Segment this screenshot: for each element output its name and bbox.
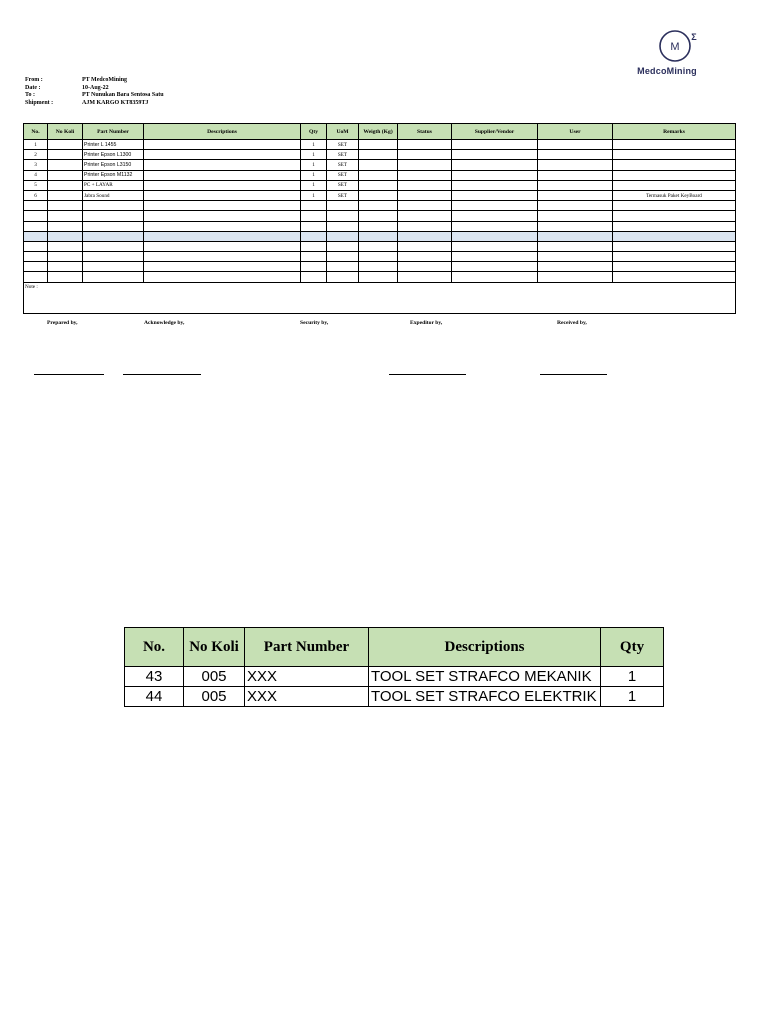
cell-supplier[interactable] bbox=[452, 140, 538, 150]
empty-row[interactable] bbox=[24, 201, 736, 211]
column-header: No Koli bbox=[184, 628, 245, 667]
empty-cell[interactable] bbox=[83, 272, 144, 282]
cell-supplier[interactable] bbox=[452, 190, 538, 200]
cell-status[interactable] bbox=[398, 140, 452, 150]
empty-cell[interactable] bbox=[48, 211, 83, 221]
company-logo bbox=[620, 28, 710, 80]
note-cell[interactable]: Note : bbox=[24, 282, 736, 313]
cell-qty[interactable]: 1 bbox=[301, 140, 327, 150]
cell-qty[interactable]: 1 bbox=[601, 687, 664, 707]
cell-user[interactable] bbox=[538, 180, 613, 190]
cell-weight[interactable] bbox=[359, 170, 398, 180]
cell-part-number[interactable]: Printer Epson L1300 bbox=[83, 150, 144, 160]
empty-cell[interactable] bbox=[359, 221, 398, 231]
column-header: Qty bbox=[301, 124, 327, 140]
cell-remarks[interactable] bbox=[613, 160, 736, 170]
table-row[interactable] bbox=[24, 180, 736, 190]
cell-no[interactable]: 44 bbox=[125, 687, 184, 707]
cell-status[interactable] bbox=[398, 150, 452, 160]
empty-cell[interactable] bbox=[301, 252, 327, 262]
empty-cell[interactable] bbox=[48, 272, 83, 282]
cell-koli[interactable] bbox=[48, 160, 83, 170]
column-header: Qty bbox=[601, 628, 664, 667]
empty-cell[interactable] bbox=[613, 211, 736, 221]
empty-cell[interactable] bbox=[83, 231, 144, 241]
empty-cell[interactable] bbox=[144, 211, 301, 221]
cell-remarks[interactable] bbox=[613, 150, 736, 160]
empty-cell[interactable] bbox=[613, 221, 736, 231]
header-value: AJM KARGO KT8359TJ bbox=[82, 99, 149, 106]
cell-no[interactable]: 3 bbox=[24, 160, 48, 170]
cell-remarks[interactable] bbox=[613, 140, 736, 150]
empty-row[interactable] bbox=[24, 211, 736, 221]
signature-acknowledge: Acknowledge by, bbox=[144, 320, 185, 326]
table-row[interactable] bbox=[125, 667, 664, 687]
logo-wordmark: MedcoMining bbox=[637, 66, 697, 76]
cell-uom[interactable]: SET bbox=[327, 180, 359, 190]
empty-cell[interactable] bbox=[398, 272, 452, 282]
empty-cell[interactable] bbox=[301, 221, 327, 231]
note-row[interactable] bbox=[24, 282, 736, 313]
empty-cell[interactable] bbox=[398, 231, 452, 241]
empty-cell[interactable] bbox=[301, 211, 327, 221]
cell-weight[interactable] bbox=[359, 190, 398, 200]
column-header: User bbox=[538, 124, 613, 140]
table-row[interactable] bbox=[24, 140, 736, 150]
cell-no[interactable]: 4 bbox=[24, 170, 48, 180]
signature-security: Security by, bbox=[300, 320, 329, 326]
cell-no[interactable]: 6 bbox=[24, 190, 48, 200]
empty-cell[interactable] bbox=[398, 262, 452, 272]
cell-user[interactable] bbox=[538, 190, 613, 200]
empty-cell[interactable] bbox=[452, 211, 538, 221]
empty-cell[interactable] bbox=[83, 221, 144, 231]
cell-part-number[interactable]: Printer Epson L3150 bbox=[83, 160, 144, 170]
empty-cell[interactable] bbox=[538, 272, 613, 282]
empty-row[interactable] bbox=[24, 262, 736, 272]
empty-cell[interactable] bbox=[359, 262, 398, 272]
empty-cell[interactable] bbox=[613, 231, 736, 241]
empty-cell[interactable] bbox=[144, 231, 301, 241]
logo-letter-m: M bbox=[670, 41, 680, 53]
empty-row[interactable] bbox=[24, 221, 736, 231]
cell-qty[interactable]: 1 bbox=[301, 190, 327, 200]
empty-cell[interactable] bbox=[24, 272, 48, 282]
cell-qty[interactable]: 1 bbox=[601, 667, 664, 687]
empty-cell[interactable] bbox=[301, 241, 327, 251]
signature-line bbox=[123, 374, 201, 375]
shipment-header bbox=[25, 77, 164, 107]
cell-qty[interactable]: 1 bbox=[301, 160, 327, 170]
empty-cell[interactable] bbox=[398, 201, 452, 211]
cell-user[interactable] bbox=[538, 170, 613, 180]
cell-status[interactable] bbox=[398, 190, 452, 200]
cell-koli[interactable] bbox=[48, 140, 83, 150]
column-header: No Koli bbox=[48, 124, 83, 140]
empty-cell[interactable] bbox=[48, 201, 83, 211]
empty-cell[interactable] bbox=[452, 201, 538, 211]
empty-cell[interactable] bbox=[327, 211, 359, 221]
cell-part-number[interactable]: PC + LAYAR bbox=[83, 180, 144, 190]
selected-row[interactable] bbox=[24, 231, 736, 241]
empty-cell[interactable] bbox=[327, 252, 359, 262]
empty-cell[interactable] bbox=[48, 241, 83, 251]
empty-cell[interactable] bbox=[452, 221, 538, 231]
empty-cell[interactable] bbox=[359, 241, 398, 251]
empty-cell[interactable] bbox=[24, 201, 48, 211]
header-label: Shipment : bbox=[25, 99, 54, 106]
zoom-header-row bbox=[125, 628, 664, 667]
column-header: Supplier/Vendor bbox=[452, 124, 538, 140]
cell-no[interactable]: 5 bbox=[24, 180, 48, 190]
cell-weight[interactable] bbox=[359, 160, 398, 170]
empty-cell[interactable] bbox=[538, 221, 613, 231]
empty-cell[interactable] bbox=[538, 252, 613, 262]
empty-cell[interactable] bbox=[452, 262, 538, 272]
empty-cell[interactable] bbox=[83, 241, 144, 251]
cell-part-number[interactable]: XXX bbox=[245, 667, 369, 687]
cell-remarks[interactable] bbox=[613, 180, 736, 190]
empty-cell[interactable] bbox=[359, 231, 398, 241]
column-header: Status bbox=[398, 124, 452, 140]
cell-description[interactable]: TOOL SET STRAFCO MEKANIK bbox=[369, 667, 601, 687]
empty-cell[interactable] bbox=[538, 231, 613, 241]
cell-description[interactable] bbox=[144, 150, 301, 160]
cell-koli[interactable]: 005 bbox=[184, 667, 245, 687]
empty-cell[interactable] bbox=[327, 272, 359, 282]
empty-cell[interactable] bbox=[538, 262, 613, 272]
empty-cell[interactable] bbox=[144, 221, 301, 231]
cell-user[interactable] bbox=[538, 150, 613, 160]
cell-koli[interactable] bbox=[48, 190, 83, 200]
signature-expeditor: Expeditor by, bbox=[410, 320, 443, 326]
empty-cell[interactable] bbox=[538, 201, 613, 211]
empty-row[interactable] bbox=[24, 272, 736, 282]
table-row[interactable] bbox=[24, 150, 736, 160]
empty-cell[interactable] bbox=[83, 252, 144, 262]
cell-weight[interactable] bbox=[359, 180, 398, 190]
cell-description[interactable] bbox=[144, 140, 301, 150]
empty-cell[interactable] bbox=[327, 221, 359, 231]
cell-part-number[interactable]: Printer Epson M1132 bbox=[83, 170, 144, 180]
column-header: No. bbox=[125, 628, 184, 667]
column-header: UoM bbox=[327, 124, 359, 140]
cell-user[interactable] bbox=[538, 140, 613, 150]
header-to bbox=[25, 92, 164, 100]
empty-cell[interactable] bbox=[48, 262, 83, 272]
header-shipment bbox=[25, 100, 164, 108]
empty-cell[interactable] bbox=[144, 262, 301, 272]
medcomining-logo-icon bbox=[656, 28, 700, 66]
column-header: Remarks bbox=[613, 124, 736, 140]
cell-description[interactable] bbox=[144, 170, 301, 180]
cell-qty[interactable]: 1 bbox=[301, 170, 327, 180]
cell-qty[interactable]: 1 bbox=[301, 180, 327, 190]
empty-cell[interactable] bbox=[452, 252, 538, 262]
cell-no[interactable]: 1 bbox=[24, 140, 48, 150]
table-row[interactable] bbox=[24, 170, 736, 180]
cell-uom[interactable]: SET bbox=[327, 150, 359, 160]
cell-supplier[interactable] bbox=[452, 160, 538, 170]
cell-weight[interactable] bbox=[359, 140, 398, 150]
table-header-row bbox=[24, 124, 736, 140]
column-header: Descriptions bbox=[144, 124, 301, 140]
empty-cell[interactable] bbox=[48, 231, 83, 241]
header-date bbox=[25, 85, 164, 93]
signature-line bbox=[34, 374, 104, 375]
cell-uom[interactable]: SET bbox=[327, 140, 359, 150]
empty-cell[interactable] bbox=[48, 221, 83, 231]
empty-cell[interactable] bbox=[48, 252, 83, 262]
empty-cell[interactable] bbox=[144, 241, 301, 251]
empty-cell[interactable] bbox=[613, 262, 736, 272]
cell-supplier[interactable] bbox=[452, 170, 538, 180]
cell-description[interactable]: TOOL SET STRAFCO ELEKTRIK bbox=[369, 687, 601, 707]
logo-letter-sigma: Σ bbox=[691, 32, 697, 42]
signature-received: Received by, bbox=[557, 320, 587, 326]
table-row[interactable] bbox=[125, 687, 664, 707]
cell-koli[interactable] bbox=[48, 170, 83, 180]
empty-row[interactable] bbox=[24, 241, 736, 251]
signature-line bbox=[389, 374, 466, 375]
empty-cell[interactable] bbox=[327, 231, 359, 241]
cell-no[interactable]: 43 bbox=[125, 667, 184, 687]
header-from bbox=[25, 77, 164, 85]
header-label: From : bbox=[25, 77, 43, 83]
empty-cell[interactable] bbox=[613, 241, 736, 251]
header-value: 10-Aug-22 bbox=[82, 84, 109, 91]
column-header: Part Number bbox=[245, 628, 369, 667]
empty-cell[interactable] bbox=[24, 262, 48, 272]
cell-koli[interactable] bbox=[48, 180, 83, 190]
cell-description[interactable] bbox=[144, 190, 301, 200]
column-header: Descriptions bbox=[369, 628, 601, 667]
cell-description[interactable] bbox=[144, 180, 301, 190]
empty-cell[interactable] bbox=[538, 241, 613, 251]
empty-cell[interactable] bbox=[144, 252, 301, 262]
cell-remarks[interactable] bbox=[613, 170, 736, 180]
signature-prepared: Prepared by, bbox=[47, 320, 78, 326]
empty-cell[interactable] bbox=[24, 252, 48, 262]
empty-cell[interactable] bbox=[83, 262, 144, 272]
table-row[interactable] bbox=[24, 160, 736, 170]
empty-cell[interactable] bbox=[398, 221, 452, 231]
cell-part-number[interactable]: Printer L 1455 bbox=[83, 140, 144, 150]
header-label: Date : bbox=[25, 84, 41, 91]
empty-cell[interactable] bbox=[24, 221, 48, 231]
empty-row[interactable] bbox=[24, 252, 736, 262]
cell-status[interactable] bbox=[398, 160, 452, 170]
empty-cell[interactable] bbox=[327, 201, 359, 211]
header-value: PT MedcoMining bbox=[82, 77, 128, 83]
empty-cell[interactable] bbox=[359, 252, 398, 262]
cell-supplier[interactable] bbox=[452, 180, 538, 190]
empty-cell[interactable] bbox=[398, 252, 452, 262]
zoomed-detail-table bbox=[124, 627, 664, 707]
empty-cell[interactable] bbox=[301, 201, 327, 211]
empty-cell[interactable] bbox=[359, 201, 398, 211]
cell-status[interactable] bbox=[398, 170, 452, 180]
cell-status[interactable] bbox=[398, 180, 452, 190]
cell-uom[interactable]: SET bbox=[327, 160, 359, 170]
cell-uom[interactable]: SET bbox=[327, 170, 359, 180]
cell-part-number[interactable]: XXX bbox=[245, 687, 369, 707]
empty-cell[interactable] bbox=[144, 201, 301, 211]
empty-cell[interactable] bbox=[398, 241, 452, 251]
cell-description[interactable] bbox=[144, 160, 301, 170]
empty-cell[interactable] bbox=[452, 231, 538, 241]
empty-cell[interactable] bbox=[24, 241, 48, 251]
empty-cell[interactable] bbox=[301, 231, 327, 241]
empty-cell[interactable] bbox=[613, 252, 736, 262]
signature-line bbox=[540, 374, 607, 375]
empty-cell[interactable] bbox=[452, 241, 538, 251]
empty-cell[interactable] bbox=[613, 201, 736, 211]
column-header: Part Number bbox=[83, 124, 144, 140]
empty-cell[interactable] bbox=[144, 272, 301, 282]
empty-cell[interactable] bbox=[538, 211, 613, 221]
header-value: PT Nunukan Bara Sentosa Satu bbox=[82, 92, 164, 99]
empty-cell[interactable] bbox=[24, 211, 48, 221]
empty-cell[interactable] bbox=[83, 211, 144, 221]
cell-koli[interactable] bbox=[48, 150, 83, 160]
cell-user[interactable] bbox=[538, 160, 613, 170]
empty-cell[interactable] bbox=[301, 262, 327, 272]
empty-cell[interactable] bbox=[452, 272, 538, 282]
header-label: To : bbox=[25, 92, 35, 99]
empty-cell[interactable] bbox=[327, 241, 359, 251]
empty-cell[interactable] bbox=[301, 272, 327, 282]
column-header: No. bbox=[24, 124, 48, 140]
cell-koli[interactable]: 005 bbox=[184, 687, 245, 707]
column-header: Weigth (Kg) bbox=[359, 124, 398, 140]
cell-weight[interactable] bbox=[359, 150, 398, 160]
cell-no[interactable]: 2 bbox=[24, 150, 48, 160]
empty-cell[interactable] bbox=[359, 272, 398, 282]
empty-cell[interactable] bbox=[83, 201, 144, 211]
empty-cell[interactable] bbox=[327, 262, 359, 272]
cell-uom[interactable]: SET bbox=[327, 190, 359, 200]
cell-remarks[interactable]: Termasuk Paket KeyBoard bbox=[613, 190, 736, 200]
empty-cell[interactable] bbox=[613, 272, 736, 282]
cell-qty[interactable]: 1 bbox=[301, 150, 327, 160]
empty-cell[interactable] bbox=[24, 231, 48, 241]
cell-part-number[interactable]: Jabra Sound bbox=[83, 190, 144, 200]
empty-cell[interactable] bbox=[398, 211, 452, 221]
empty-cell[interactable] bbox=[359, 211, 398, 221]
table-row[interactable] bbox=[24, 190, 736, 200]
cell-supplier[interactable] bbox=[452, 150, 538, 160]
packing-list-table bbox=[23, 123, 736, 314]
